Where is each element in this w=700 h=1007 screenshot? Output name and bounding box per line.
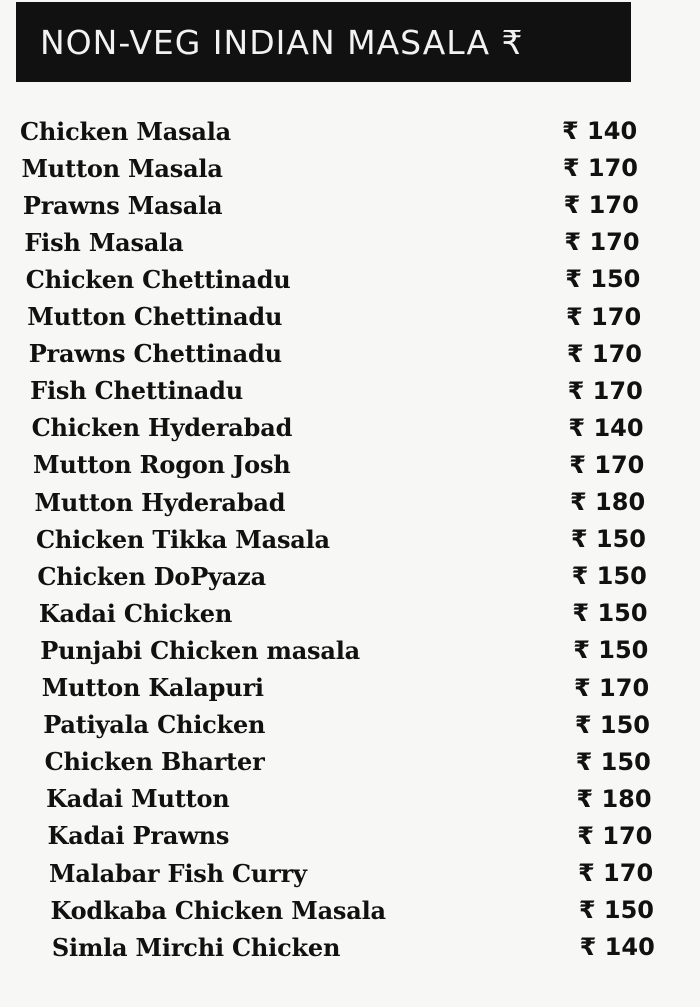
- menu-item-price: ₹ 140: [562, 117, 638, 145]
- menu-item-price: ₹ 150: [565, 265, 641, 294]
- menu-item-price: ₹ 150: [573, 636, 649, 665]
- menu-item-price: ₹ 170: [563, 191, 639, 220]
- menu-item-price: ₹ 150: [572, 599, 648, 628]
- menu-item-row: [20, 113, 640, 149]
- menu-item-row: [30, 373, 645, 409]
- menu-item-price: ₹ 170: [566, 302, 642, 331]
- menu-item-row: [52, 929, 658, 965]
- menu-item-name: Kadai Chicken: [38, 598, 233, 628]
- menu-item-row: [45, 744, 654, 780]
- menu-item-name: Mutton Chettinadu: [27, 302, 283, 331]
- menu-item-name: Kadai Mutton: [46, 784, 230, 814]
- menu-item-name: Simla Mirchi Chicken: [51, 932, 341, 962]
- menu-item-row: [36, 521, 649, 557]
- menu-item-row: [33, 447, 647, 483]
- menu-item-name: Kodkaba Chicken Masala: [50, 895, 386, 925]
- menu-item-row: [46, 781, 654, 817]
- menu-item-row: [42, 670, 652, 706]
- menu-item-row: [43, 707, 653, 743]
- menu-item-name: Kadai Prawns: [47, 821, 230, 851]
- menu-item-row: [29, 336, 645, 372]
- menu-item-name: Fish Chettinadu: [30, 376, 243, 406]
- menu-item-price: ₹ 170: [566, 339, 642, 368]
- menu-item-row: [23, 187, 642, 223]
- menu-item-name: Chicken Chettinadu: [25, 264, 291, 294]
- menu-item-price: ₹ 150: [571, 562, 647, 591]
- menu-item-row: [50, 892, 656, 928]
- menu-item-row: [27, 299, 644, 335]
- section-title: NON-VEG INDIAN MASALA ₹: [40, 22, 524, 62]
- menu-item-name: Chicken DoPyaza: [37, 561, 266, 591]
- menu-item-row: [39, 595, 651, 631]
- menu-item-name: Malabar Fish Curry: [49, 858, 307, 888]
- menu-item-price: ₹ 170: [562, 154, 638, 183]
- menu-item-name: Fish Masala: [24, 227, 184, 257]
- menu-item-price: ₹ 150: [578, 896, 654, 925]
- menu-item-row: [32, 410, 647, 446]
- menu-item-name: Mutton Masala: [21, 153, 223, 183]
- menu-item-price: ₹ 170: [577, 821, 653, 850]
- menu-item-name: Prawns Chettinadu: [28, 339, 282, 369]
- menu-item-row: [35, 484, 649, 520]
- menu-item-row: [26, 261, 643, 297]
- menu-item-price: ₹ 140: [568, 413, 644, 442]
- menu-item-name: Chicken Hyderabad: [31, 413, 293, 443]
- menu-item-name: Patiyala Chicken: [43, 710, 266, 740]
- menu-item-name: Punjabi Chicken masala: [40, 635, 360, 665]
- menu-item-name: Mutton Hyderabad: [34, 487, 286, 517]
- menu-item-name: Mutton Kalapuri: [41, 673, 264, 702]
- menu-item-price: ₹ 170: [564, 228, 640, 257]
- menu-item-price: ₹ 170: [569, 450, 645, 479]
- menu-item-price: ₹ 170: [574, 673, 650, 702]
- menu-item-row: [48, 818, 656, 854]
- menu-item-price: ₹ 150: [574, 710, 650, 739]
- menu-item-name: Mutton Rogon Josh: [33, 450, 291, 480]
- menu-item-price: ₹ 180: [570, 488, 646, 516]
- menu-item-price: ₹ 150: [570, 525, 646, 554]
- menu-item-price: ₹ 150: [575, 747, 651, 776]
- menu-item-row: [24, 224, 642, 260]
- menu-item-price: ₹ 170: [578, 859, 654, 887]
- menu-item-name: Prawns Masala: [22, 190, 223, 220]
- menu-item-price: ₹ 140: [579, 933, 655, 962]
- menu-item-row: [21, 150, 640, 186]
- menu-item-row: [40, 632, 651, 668]
- menu-item-row: [49, 855, 656, 891]
- menu-item-row: [37, 558, 649, 594]
- menu-item-name: Chicken Tikka Masala: [35, 524, 330, 554]
- menu-item-name: Chicken Masala: [20, 116, 232, 146]
- menu-item-name: Chicken Bharter: [44, 747, 265, 777]
- menu-item-price: ₹ 180: [576, 784, 652, 813]
- menu-item-price: ₹ 170: [567, 376, 643, 405]
